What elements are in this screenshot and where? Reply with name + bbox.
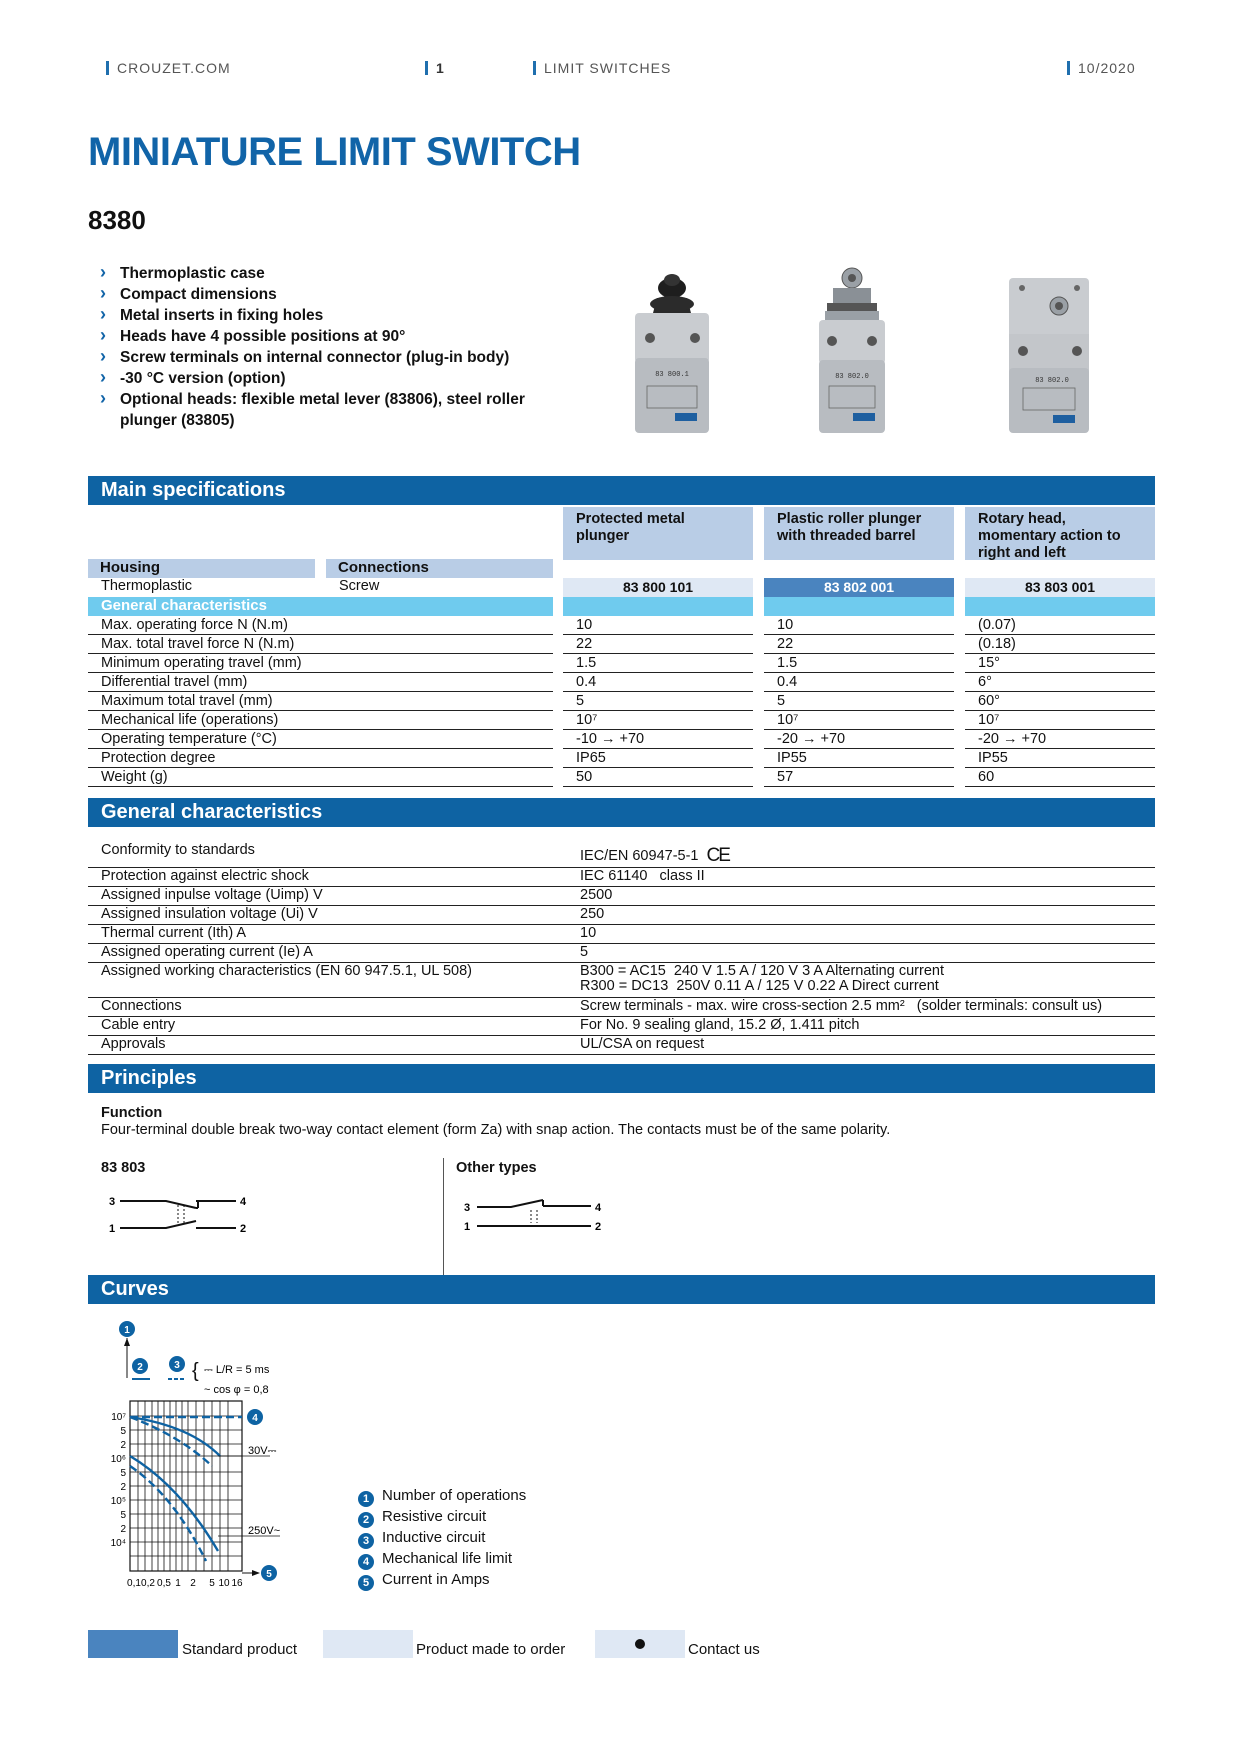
spec-value: -20 → +70	[965, 730, 1155, 749]
swatch-order	[323, 1630, 413, 1658]
spec-value: 0.4	[764, 673, 954, 692]
curves-legend	[358, 1486, 526, 1591]
list-item: › Optional heads: flexible metal lever (83806), steel roller plunger (83805)	[98, 389, 568, 431]
spec-value: 0.4	[563, 673, 753, 692]
spec-row-label: Max. operating force N (N.m)	[88, 616, 553, 635]
table-row: Cable entry For No. 9 sealing gland, 15.2 Ø, 1.411 pitch	[88, 1017, 1155, 1036]
spec-value: 10⁷	[563, 711, 753, 730]
connections-header: Connections	[326, 559, 553, 578]
label-30v: 30V⎓	[248, 1445, 277, 1457]
svg-text:{: {	[192, 1360, 199, 1382]
ref-83800101[interactable]: 83 800 101	[563, 578, 753, 597]
spec-value: -20 → +70	[764, 730, 954, 749]
table-row: Assigned operating current (Ie) A 5	[88, 944, 1155, 963]
spec-value: 10⁷	[764, 711, 954, 730]
spec-value: 50	[563, 768, 753, 787]
x-tick: 0,2	[141, 1578, 155, 1589]
cyan-bar	[965, 597, 1155, 616]
spec-value: 5	[764, 692, 954, 711]
product-label: 83 802.0	[835, 373, 869, 381]
list-item: › Compact dimensions	[98, 284, 568, 305]
general-characteristics-subheader: General characteristics	[88, 597, 553, 616]
housing-value: Thermoplastic	[101, 578, 193, 594]
marker-4: 4	[252, 1413, 258, 1424]
legend-item: 1 Number of operations	[358, 1486, 526, 1507]
spec-value: (0.07)	[965, 616, 1155, 635]
product-image-83802	[797, 258, 907, 438]
x-tick: 16	[231, 1578, 243, 1589]
spec-value: 15°	[965, 654, 1155, 673]
cyan-bar	[764, 597, 954, 616]
function-label: Function	[101, 1105, 163, 1121]
svg-text:4: 4	[240, 1196, 247, 1208]
x-tick: 1	[175, 1578, 181, 1589]
y-tick: 10⁴	[110, 1538, 126, 1549]
contact-diagram-83803	[100, 1192, 260, 1242]
spec-value: 57	[764, 768, 954, 787]
legend-item: 4 Mechanical life limit	[358, 1549, 526, 1570]
label-standard-product: Standard product	[182, 1641, 298, 1658]
spec-value: 1.5	[764, 654, 954, 673]
marker-5: 5	[266, 1569, 272, 1580]
list-item: › Screw terminals on internal connector (plug-in body)	[98, 347, 568, 368]
spec-row-label: Operating temperature (°C)	[88, 730, 553, 749]
page-title: MINIATURE LIMIT SWITCH	[88, 130, 581, 174]
spec-row-label: Max. total travel force N (N.m)	[88, 635, 553, 654]
swatch-standard	[88, 1630, 178, 1658]
product-image-83800	[617, 258, 727, 438]
spec-value: 6°	[965, 673, 1155, 692]
y-tick: 2	[120, 1524, 126, 1535]
conformity-value: IEC/EN 60947-5-1 CE	[580, 845, 729, 866]
legend-item: 3 Inductive circuit	[358, 1528, 526, 1549]
svg-text:4: 4	[595, 1202, 602, 1214]
y-tick: 5	[120, 1468, 126, 1479]
ce-mark: CE	[706, 845, 729, 866]
spec-row-label: Weight (g)	[88, 768, 553, 787]
section-general-characteristics: General characteristics	[88, 798, 1155, 827]
y-tick: 5	[120, 1510, 126, 1521]
function-text: Four-terminal double break two-way contact element (form Za) with snap action. The contacts must be of the same polarity.	[101, 1122, 891, 1138]
table-row: Assigned inpulse voltage (Uimp) V 2500	[88, 887, 1155, 906]
list-item: › Metal inserts in fixing holes	[98, 305, 568, 326]
x-tick: 10	[218, 1578, 230, 1589]
y-tick: 10⁷	[111, 1412, 126, 1423]
y-tick: 2	[120, 1482, 126, 1493]
diagram-label-83803: 83 803	[101, 1160, 146, 1176]
section-principles: Principles	[88, 1064, 1155, 1093]
legend-item: 5 Current in Amps	[358, 1570, 526, 1591]
list-item: › Thermoplastic case	[98, 263, 568, 284]
svg-text:2: 2	[240, 1223, 247, 1235]
spec-row-label: Differential travel (mm)	[88, 673, 553, 692]
column-header-roller-plunger: Plastic roller plunger with threaded barrel	[764, 507, 954, 560]
section-main-specifications: Main specifications	[88, 476, 1155, 505]
spec-value: 10	[563, 616, 753, 635]
spec-value: 22	[764, 635, 954, 654]
marker-1: 1	[124, 1325, 130, 1336]
header-page: 1	[425, 60, 445, 76]
legend-item: 2 Resistive circuit	[358, 1507, 526, 1528]
spec-row-label: Maximum total travel (mm)	[88, 692, 553, 711]
y-tick: 10⁶	[110, 1454, 126, 1465]
ref-83802001[interactable]: 83 802 001	[764, 578, 954, 597]
x-tick: 0,5	[157, 1578, 171, 1589]
marker-3: 3	[174, 1360, 180, 1371]
column-header-protected-plunger: Protected metal plunger	[563, 507, 753, 560]
y-tick: 5	[120, 1426, 126, 1437]
label-contact-us: Contact us	[688, 1641, 760, 1658]
svg-text:3: 3	[109, 1196, 116, 1208]
contact-diagram-other-types	[455, 1192, 615, 1242]
spec-value: 10⁷	[965, 711, 1155, 730]
x-tick: 2	[190, 1578, 196, 1589]
y-tick: 2	[120, 1440, 126, 1451]
contact-dot-icon	[635, 1639, 645, 1649]
swatch-contact	[595, 1630, 685, 1658]
spec-value: 1.5	[563, 654, 753, 673]
spec-value: IP55	[764, 749, 954, 768]
label-250v: 250V~	[248, 1525, 281, 1537]
product-label: 83 800.1	[655, 371, 689, 379]
product-image-83803	[997, 258, 1107, 438]
table-row: Conformity to standards IEC/EN 60947-5-1 CE	[88, 842, 1155, 868]
table-row: Connections Screw terminals - max. wire cross-section 2.5 mm² (solder terminals: consult us)	[88, 998, 1155, 1017]
x-tick: 0,1	[127, 1578, 141, 1589]
spec-row-label: Protection degree	[88, 749, 553, 768]
model-number: 8380	[88, 205, 146, 235]
formula-dc: ⎓ L/R = 5 ms	[204, 1364, 270, 1376]
ref-83803001[interactable]: 83 803 001	[965, 578, 1155, 597]
diagram-label-other: Other types	[456, 1160, 537, 1176]
connections-value: Screw	[339, 578, 380, 594]
svg-text:1: 1	[464, 1221, 471, 1233]
spec-row-label: Minimum operating travel (mm)	[88, 654, 553, 673]
spec-row-label: Mechanical life (operations)	[88, 711, 553, 730]
y-tick: 10⁵	[110, 1496, 126, 1507]
spec-value: 10	[764, 616, 954, 635]
spec-value: IP55	[965, 749, 1155, 768]
list-item: › Heads have 4 possible positions at 90°	[98, 326, 568, 347]
label-made-to-order: Product made to order	[416, 1641, 566, 1658]
header-date: 10/2020	[1067, 60, 1136, 76]
svg-text:3: 3	[464, 1202, 471, 1214]
product-label: 83 802.0	[1035, 377, 1069, 385]
spec-value: 22	[563, 635, 753, 654]
spec-value: 60	[965, 768, 1155, 787]
spec-value: (0.18)	[965, 635, 1155, 654]
header-category: LIMIT SWITCHES	[533, 60, 671, 76]
list-item: › -30 °C version (option)	[98, 368, 568, 389]
header-site[interactable]: CROUZET.COM	[106, 60, 231, 76]
spec-value: 60°	[965, 692, 1155, 711]
table-row: Thermal current (Ith) A 10	[88, 925, 1155, 944]
section-curves: Curves	[88, 1275, 1155, 1304]
svg-text:1: 1	[109, 1223, 116, 1235]
housing-header: Housing	[88, 559, 315, 578]
spec-value: -10 → +70	[563, 730, 753, 749]
spec-value: 5	[563, 692, 753, 711]
svg-text:2: 2	[595, 1221, 602, 1233]
table-row: Protection against electric shock IEC 61140 class II	[88, 868, 1155, 887]
marker-2: 2	[137, 1362, 143, 1373]
table-row: Approvals UL/CSA on request	[88, 1036, 1155, 1055]
table-row: Assigned working characteristics (EN 60 947.5.1, UL 508) B300 = AC15 240 V 1.5 A / 120 V 3 A Alternating current R300 = DC13 250V 0.11 A / 125 V 0.22 A Direct current	[88, 963, 1155, 998]
divider	[443, 1158, 444, 1276]
column-header-rotary-head: Rotary head, momentary action to right and left	[965, 507, 1155, 560]
cyan-bar	[563, 597, 753, 616]
table-row: Assigned insulation voltage (Ui) V 250	[88, 906, 1155, 925]
formula-ac: ~ cos φ = 0,8	[204, 1384, 269, 1396]
x-tick: 5	[209, 1578, 215, 1589]
spec-value: IP65	[563, 749, 753, 768]
feature-list	[98, 263, 568, 431]
curves-chart	[100, 1316, 340, 1594]
